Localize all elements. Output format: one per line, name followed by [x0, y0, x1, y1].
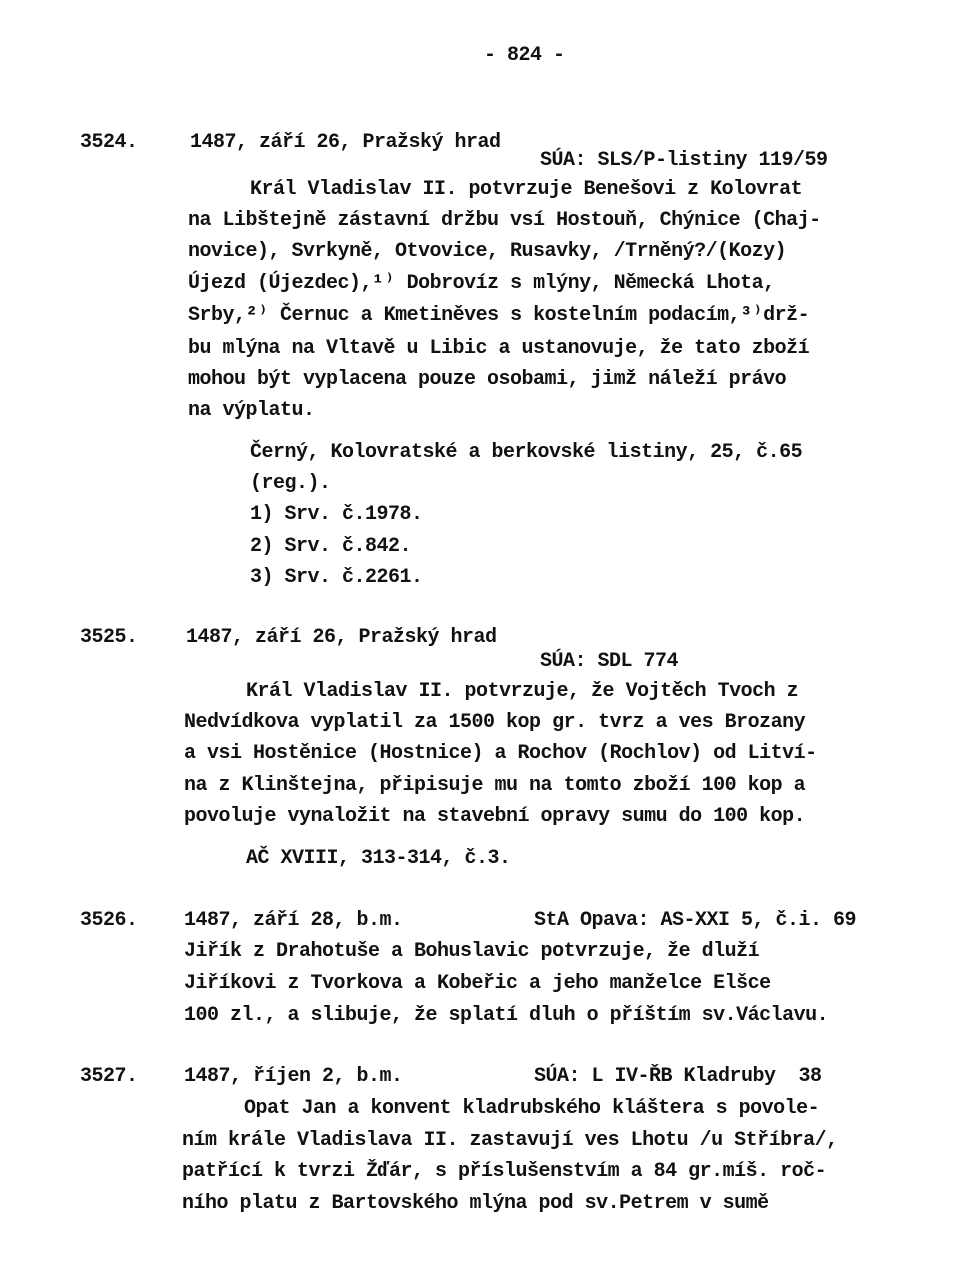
entry-heading: 1487, září 28, b.m. [184, 909, 403, 932]
footnote: 2) Srv. č.842. [250, 535, 412, 558]
entry-text-line: Jiříkovi z Tvorkova a Kobeřic a jeho manželce Elšce [184, 972, 771, 995]
archive-reference: SÚA: SLS/P-listiny 119/59 [540, 149, 828, 172]
entry-text-line: Král Vladislav II. potvrzuje Benešovi z Kolovrat [250, 178, 803, 201]
entry-number: 3527. [80, 1065, 138, 1088]
entry-text-line: mohou být vyplacena pouze osobami, jimž náleží právo [188, 368, 787, 391]
entry-text-line: 100 zl., a slibuje, že splatí dluh o příštím sv.Václavu. [184, 1004, 829, 1027]
source-citation: Černý, Kolovratské a berkovské listiny, 25, č.65 [250, 441, 803, 464]
source-citation: AČ XVIII, 313-314, č.3. [246, 847, 511, 870]
entry-text-line: Opat Jan a konvent kladrubského kláštera s povole- [244, 1097, 820, 1120]
entry-text-line: patřící k tvrzi Žďár, s příslušenstvím a 84 gr.míš. roč- [182, 1160, 827, 1183]
footnote: 1) Srv. č.1978. [250, 503, 423, 526]
entry-text-line: povoluje vynaložit na stavební opravy sumu do 100 kop. [184, 805, 806, 828]
entry-text-line: ního platu z Bartovského mlýna pod sv.Petrem v sumě [182, 1192, 769, 1215]
archive-reference: StA Opava: AS-XXI 5, č.i. 69 [534, 909, 857, 932]
source-citation: (reg.). [250, 472, 331, 495]
entry-text-line: Jiřík z Drahotuše a Bohuslavic potvrzuje, že dluží [184, 940, 760, 963]
entry-heading: 1487, říjen 2, b.m. [184, 1065, 403, 1088]
entry-number: 3525. [80, 626, 138, 649]
page-number: - 824 - [484, 44, 565, 67]
entry-text-line: a vsi Hostěnice (Hostnice) a Rochov (Rochlov) od Litví- [184, 742, 817, 765]
entry-text-line: novice), Svrkyně, Otvovice, Rusavky, /Trněný?/(Kozy) [188, 240, 787, 263]
entry-text-line: Král Vladislav II. potvrzuje, že Vojtěch Tvoch z [246, 680, 799, 703]
entry-text-line: na Libštejně zástavní držbu vsí Hostouň, Chýnice (Chaj- [188, 209, 821, 232]
entry-text-line: Újezd (Újezdec),¹⁾ Dobrovíz s mlýny, Německá Lhota, [188, 272, 775, 295]
footnote: 3) Srv. č.2261. [250, 566, 423, 589]
entry-text-line: bu mlýna na Vltavě u Libic a ustanovuje, že tato zboží [188, 337, 810, 360]
archive-reference: SÚA: L IV-ŘB Kladruby 38 [534, 1065, 822, 1088]
entry-text-line: na z Klinštejna, připisuje mu na tomto zboží 100 kop a [184, 774, 806, 797]
entry-text-line: Srby,²⁾ Černuc a Kmetiněves s kostelním podacím,³⁾drž- [188, 304, 810, 327]
entry-text-line: ním krále Vladislava II. zastavují ves Lhotu /u Stříbra/, [182, 1129, 838, 1152]
entry-heading: 1487, září 26, Pražský hrad [186, 626, 497, 649]
entry-heading: 1487, září 26, Pražský hrad [190, 131, 501, 154]
entry-number: 3526. [80, 909, 138, 932]
archive-reference: SÚA: SDL 774 [540, 650, 679, 673]
entry-text-line: Nedvídkova vyplatil za 1500 kop gr. tvrz a ves Brozany [184, 711, 806, 734]
entry-text-line: na výplatu. [188, 399, 315, 422]
entry-number: 3524. [80, 131, 138, 154]
